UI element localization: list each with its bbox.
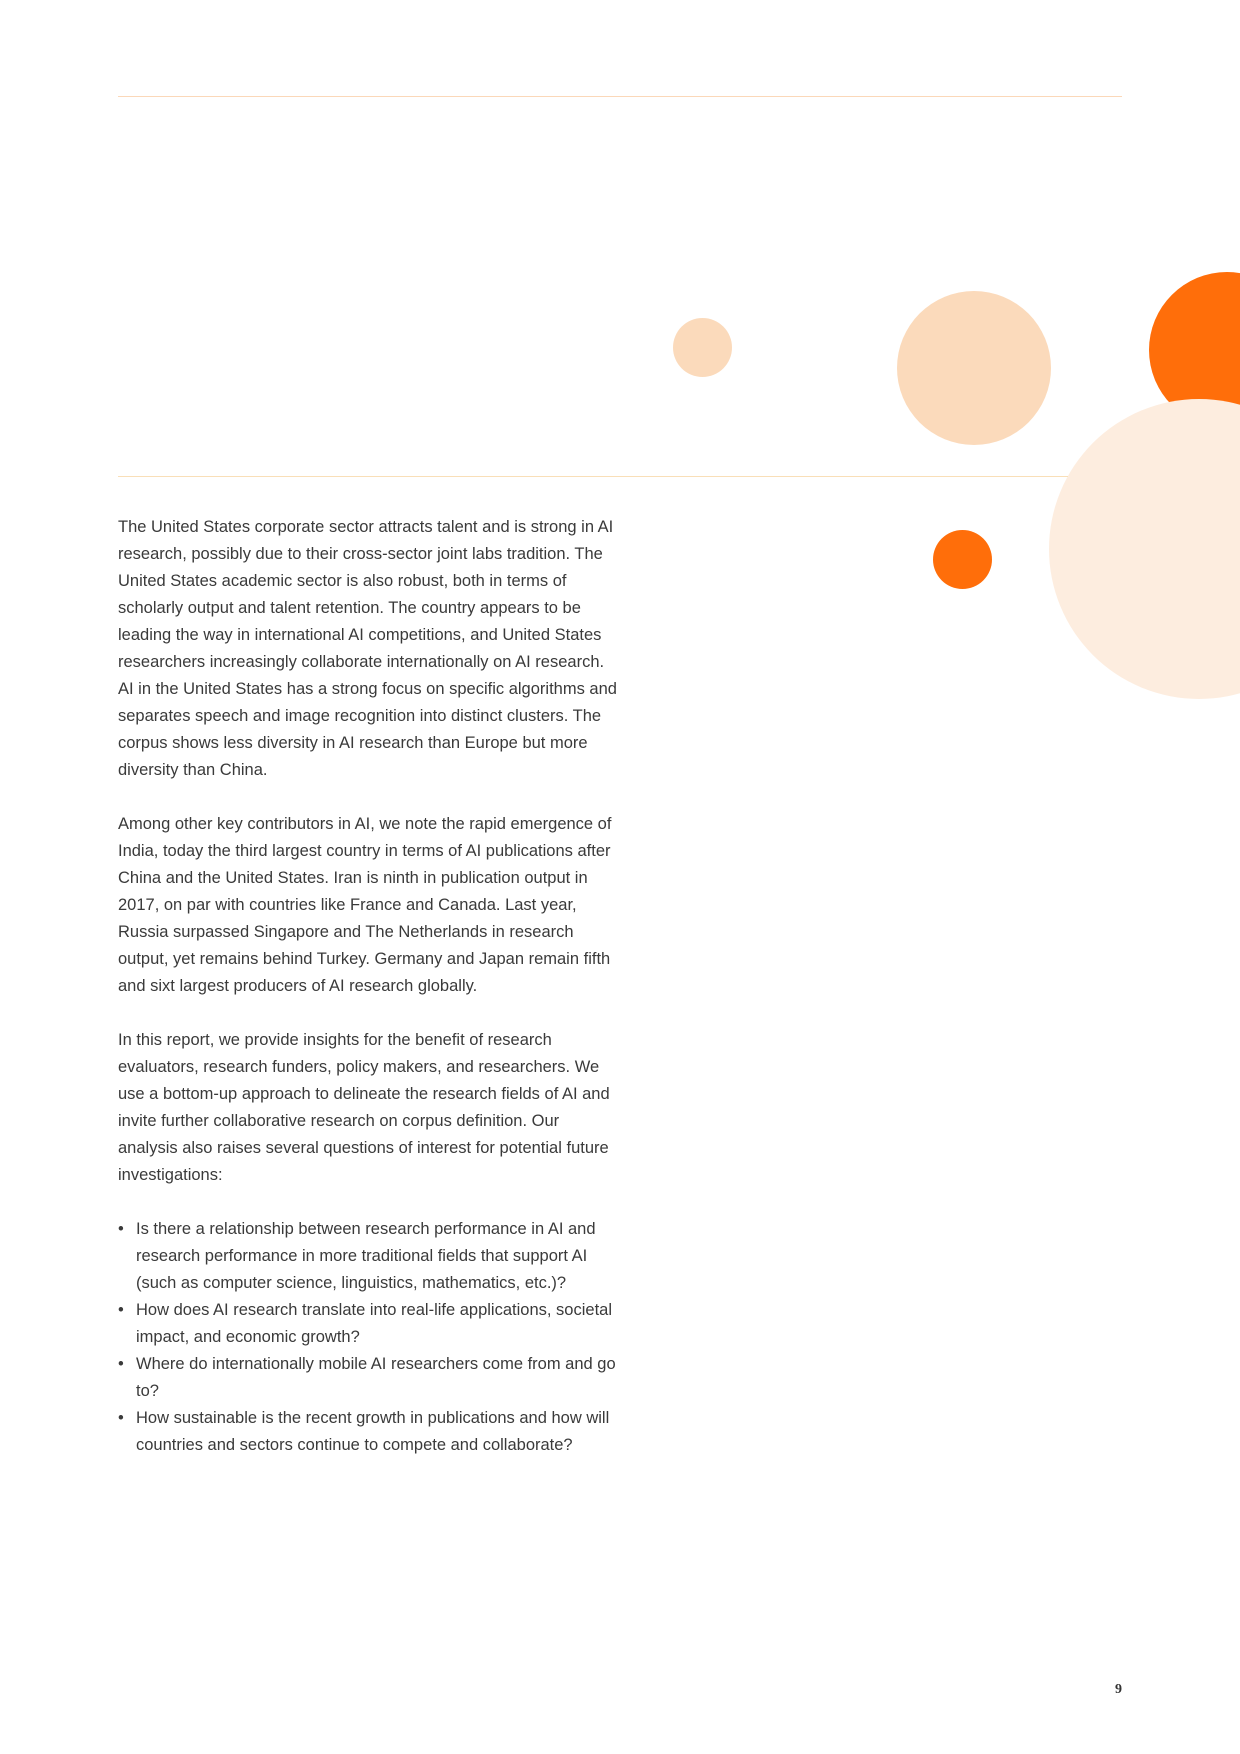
paragraph-key-contributors: Among other key contributors in AI, we note the rapid emergence of India, today the third largest country in terms of AI publications after China and the United States. Iran is ninth in publication output in 2017, on par with countries like France and Canada. Last year, Russia surpassed Singapore and The Netherlands in research output, yet remains behind Turkey. Germany and Japan remain fifth and sixt largest producers of AI research globally.: [118, 815, 612, 995]
list-item: [118, 1405, 618, 1459]
page-number: 9: [1115, 1682, 1122, 1697]
bullet-icon: •: [118, 1220, 124, 1238]
bullet-icon: •: [118, 1409, 124, 1427]
section-divider-rule: [118, 476, 1068, 477]
body-text-column: [118, 514, 618, 1459]
paragraph-us-overview: The United States corporate sector attracts talent and is strong in AI research, possibly due to their cross-sector joint labs tradition. The United States academic sector is also robust, both in terms of scholarly output and talent retention. The country appears to be leading the way in international AI competitions, and United States researchers increasingly collaborate internationally on AI research. AI in the United States has a strong focus on specific algorithms and separates speech and image recognition into distinct clusters. The corpus shows less diversity in AI research than Europe but more diversity than China.: [118, 518, 617, 779]
list-item: [118, 1216, 618, 1297]
decorative-circle-medium-peach: [897, 291, 1051, 445]
bullet-icon: •: [118, 1301, 124, 1319]
decorative-circle-small-peach: [673, 318, 732, 377]
paragraph-report-insights: In this report, we provide insights for the benefit of research evaluators, research funders, policy makers, and researchers. We use a bottom-up approach to delineate the research fields of AI and invite further collaborative research on corpus definition. Our analysis also raises several questions of interest for potential future investigations:: [118, 1031, 610, 1184]
list-item-text: How does AI research translate into real-life applications, societal impact, and economic growth?: [136, 1301, 612, 1346]
list-item-text: Where do internationally mobile AI researchers come from and go to?: [136, 1355, 616, 1400]
bullet-icon: •: [118, 1355, 124, 1373]
list-item-text: How sustainable is the recent growth in publications and how will countries and sectors continue to compete and collaborate?: [136, 1409, 610, 1454]
list-item-text: Is there a relationship between research performance in AI and research performance in more traditional fields that support AI (such as computer science, linguistics, mathematics, etc.)?: [136, 1220, 596, 1292]
decorative-circle-small-orange: [933, 530, 992, 589]
future-questions-list: [118, 1216, 618, 1459]
top-divider-rule: [118, 96, 1122, 97]
decorative-circle-large-cream: [1049, 399, 1240, 699]
list-item: [118, 1351, 618, 1405]
list-item: [118, 1297, 618, 1351]
